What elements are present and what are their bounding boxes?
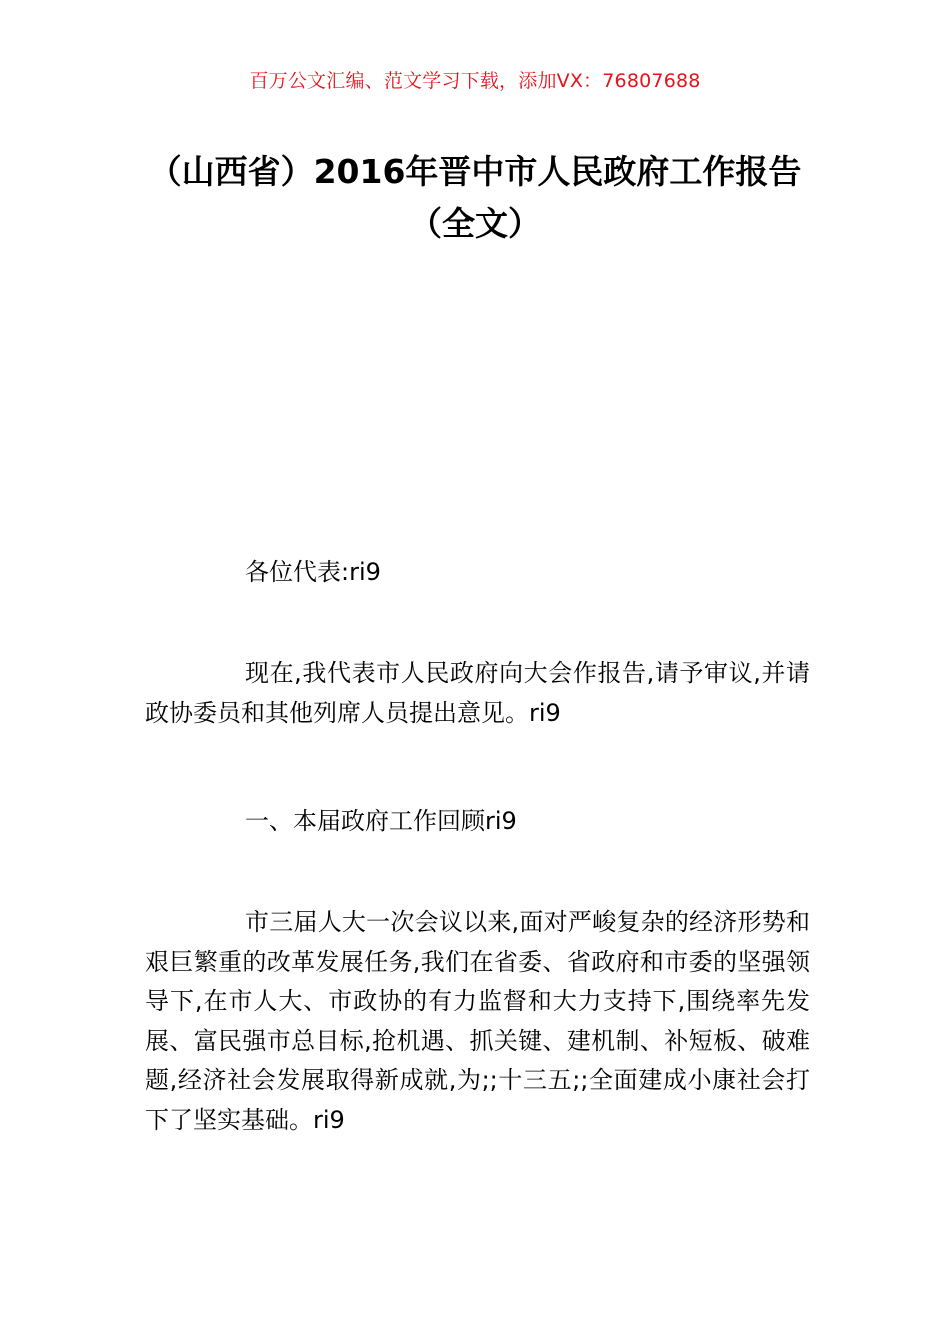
paragraph-intro: 现在,我代表市人民政府向大会作报告,请予审议,并请政协委员和其他列席人员提出意见。ri9 — [145, 659, 810, 727]
paragraph-salutation: 各位代表:ri9 — [245, 558, 381, 586]
header-banner: 百万公文汇编、范文学习下载，添加VX：76807688 — [249, 70, 701, 92]
paragraph-review: 市三届人大一次会议以来,面对严峻复杂的经济形势和艰巨繁重的改革发展任务,我们在省委、省政府和市委的坚强领导下,在市人大、市政协的有力监督和大力支持下,围绕率先发展、富民强市总目标,抢机遇、抓关键、建机制、补短板、破难题,经济社会发展取得新成就,为;;十三五;;全面建成小康社会打下了坚实基础。ri9 — [145, 908, 810, 1134]
document-title: （山西省）2016年晋中市人民政府工作报告（全文） — [148, 152, 802, 243]
section-heading-review: 一、本届政府工作回顾ri9 — [245, 807, 517, 835]
